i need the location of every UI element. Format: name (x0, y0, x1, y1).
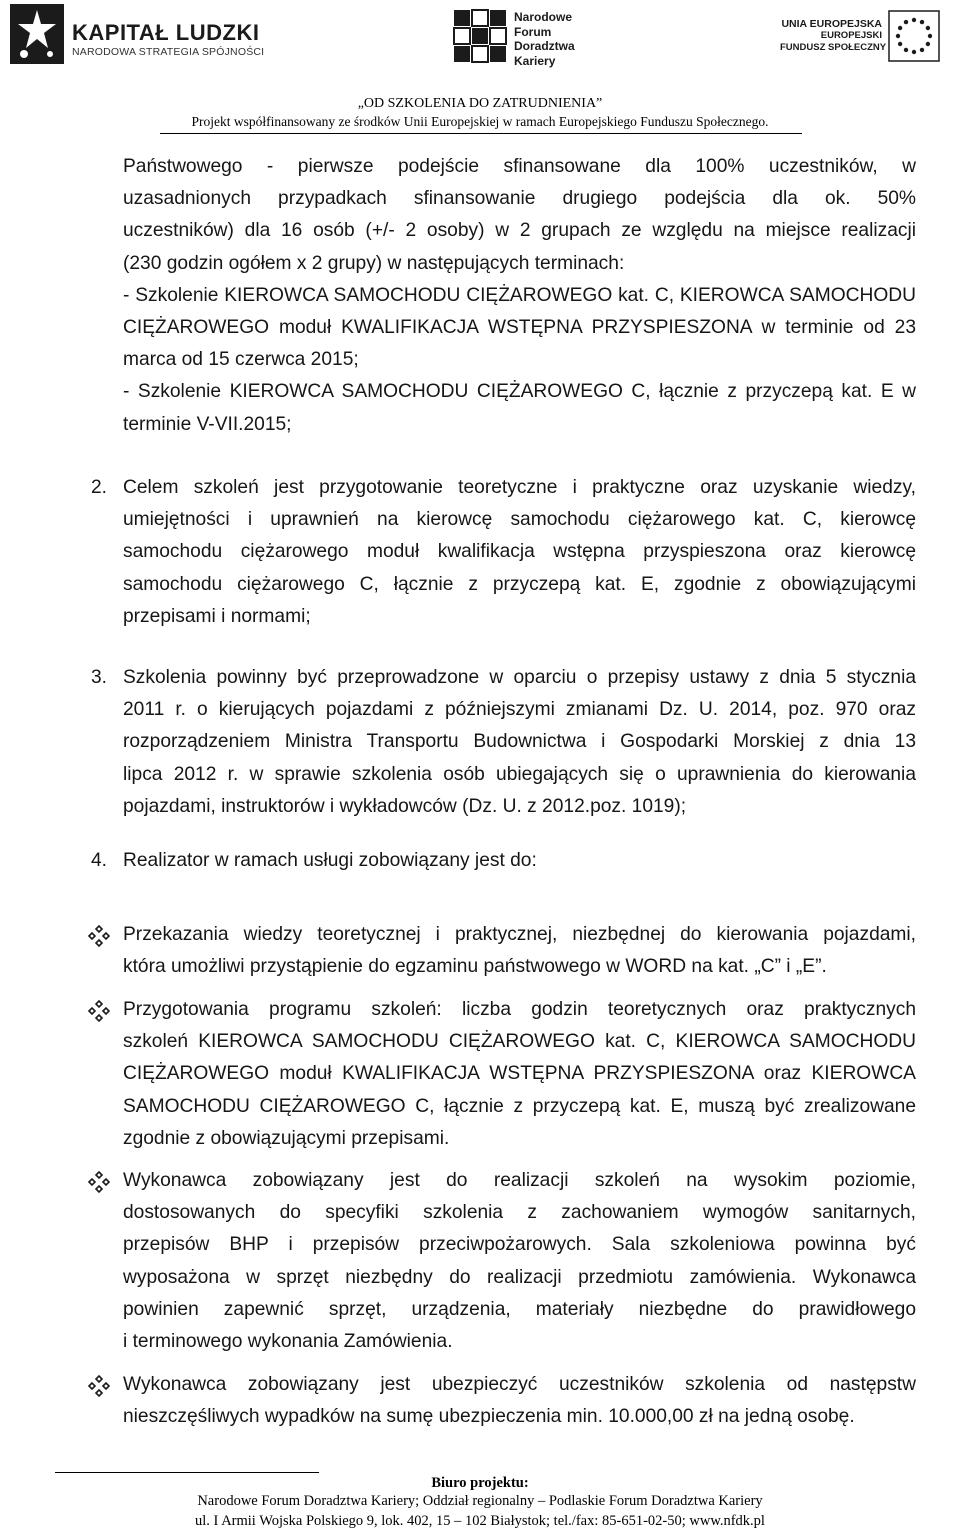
header-divider (160, 133, 802, 134)
nfdk-line: Doradztwa (514, 39, 575, 53)
text-line: - Szkolenie KIEROWCA SAMOCHODU CIĘŻAROWEGO C, łącznie z przyczepą kat. E w (123, 381, 916, 403)
text-line: terminie V-VII.2015; (123, 413, 292, 435)
text-line: Wykonawca zobowiązany jest ubezpieczyć uczestników szkolenia od następstw (123, 1374, 916, 1395)
text-line: Celem szkoleń jest przygotowanie teoretyczne i praktyczne oraz uzyskanie wiedzy, (123, 477, 916, 498)
text-line: CIĘŻAROWEGO moduł KWALIFIKACJA WSTĘPNA PRZYSPIESZONA w terminie od 23 (123, 317, 916, 339)
page-header (0, 0, 960, 140)
text-line: Realizator w ramach usługi zobowiązany jest do: (123, 850, 537, 871)
nfdk-logo-text (514, 10, 594, 68)
bullet-paragraph (123, 1165, 916, 1358)
kapital-ludzki-subtitle: NARODOWA STRATEGIA SPÓJNOŚCI (72, 46, 265, 58)
text-line: Wykonawca zobowiązany jest do realizacji szkoleń na wysokim poziomie, (123, 1170, 916, 1191)
eu-line: FUNDUSZ SPOŁECZNY (780, 42, 887, 53)
text-line: Państwowego - pierwsze podejście sfinansowane dla 100% uczestników, w (123, 156, 916, 177)
text-line: i terminowego wykonania Zamówienia. (123, 1331, 453, 1353)
text-line: wyposażona w sprzęt niezbędny do realizacji przedmiotu zamówienia. Wykonawca (123, 1266, 916, 1288)
bullet-paragraph (123, 1369, 916, 1433)
intro-paragraph (123, 151, 916, 441)
text-line: zgodnie z obowiązującymi przepisami. (123, 1127, 450, 1149)
text-line: rozporządzeniem Ministra Transportu Budownictwa i Gospodarki Morskiej z dnia 13 (123, 731, 916, 753)
text-line: przepisami i normami; (123, 605, 311, 627)
text-line: powinien zapewnić sprzęt, urządzenia, materiały niezbędne do prawidłowego (123, 1298, 916, 1320)
text-line: szkoleń KIEROWCA SAMOCHODU CIĘŻAROWEGO kat. C, KIEROWCA SAMOCHODU (123, 1031, 916, 1053)
item-number: 4. (91, 850, 108, 871)
nfdk-line: Narodowe (514, 10, 573, 24)
item-paragraph (123, 472, 916, 633)
project-subtitle: Projekt współfinansowany ze środków Unii Europejskiej w ramach Europejskiego Funduszu Społecznego. (191, 114, 769, 129)
text-line: umiejętności i uprawnień na kierowcę samochodu ciężarowego kat. C, kierowcę (123, 509, 916, 531)
text-line: CIĘŻAROWEGO moduł KWALIFIKACJA WSTĘPNA PRZYSPIESZONA oraz KIEROWCA (123, 1063, 916, 1085)
text-line: SAMOCHODU CIĘŻAROWEGO C, łącznie z przyczepą kat. E, muszą być zrealizowane (123, 1095, 916, 1117)
project-title: „OD SZKOLENIA DO ZATRUDNIENIA” (357, 96, 603, 111)
text-line: Szkolenia powinny być przeprowadzone w oparciu o przepisy ustawy z dnia 5 stycznia (123, 667, 916, 688)
kapital-ludzki-logo (10, 4, 265, 66)
footer-address: ul. I Armii Wojska Polskiego 9, lok. 402, 15 – 102 Białystok; tel./fax: 85-651-02-50; www.nfdk.pl (195, 1513, 765, 1529)
item-number: 2. (91, 477, 108, 498)
item-number: 3. (91, 667, 108, 688)
diamond-bullet-icon (88, 925, 110, 947)
text-line: samochodu ciężarowego C, łącznie z przyczepą kat. E, zgodnie z obowiązującymi (123, 573, 916, 595)
footer-organization: Narodowe Forum Doradztwa Kariery; Oddział regionalny – Podlaskie Forum Doradztwa Kariery (197, 1493, 763, 1509)
text-line: lipca 2012 r. w sprawie szkolenia osób ubiegających się o uprawnienia do kierowania (123, 763, 916, 785)
bullet-paragraph (123, 919, 916, 983)
text-line: dostosowanych do specyfiki szkolenia z zachowaniem wymogów sanitarnych, (123, 1202, 916, 1224)
text-line: nieszczęśliwych wypadków na sumę ubezpieczenia min. 10.000,00 zł na jedną osobę. (123, 1406, 855, 1428)
footer-heading: Biuro projektu: (431, 1475, 529, 1491)
footer-divider (55, 1472, 319, 1473)
text-line: uzasadnionych przypadkach sfinansowanie drugiego podejścia dla ok. 50% (123, 188, 916, 210)
item-paragraph (123, 845, 916, 877)
diamond-bullet-icon (88, 1171, 110, 1193)
text-line: przepisów BHP i przepisów przeciwpożarowych. Sala szkoleniowa powinna być (123, 1234, 916, 1256)
text-line: 2011 r. o kierujących pojazdami z późniejszymi zmianami Dz. U. 2014, poz. 970 oraz (123, 699, 916, 721)
eu-line: UNIA EUROPEJSKA (781, 18, 882, 30)
text-line: uczestników) dla 16 osób (+/- 2 osoby) w 2 grupach ze względu na miejsce realizacji (123, 220, 916, 242)
nfdk-line: Kariery (514, 53, 556, 68)
eu-line: EUROPEJSKI (820, 30, 882, 41)
text-line: Przekazania wiedzy teoretycznej i praktycznej, niezbędnej do kierowania pojazdami, (123, 924, 916, 945)
nfdk-line: Forum (514, 24, 552, 39)
diamond-bullet-icon (88, 1375, 110, 1397)
text-line: marca od 15 czerwca 2015; (123, 349, 359, 371)
kapital-ludzki-emblem-icon (10, 4, 64, 64)
nfdk-emblem-icon (452, 8, 510, 68)
text-line: - Szkolenie KIEROWCA SAMOCHODU CIĘŻAROWEGO kat. C, KIEROWCA SAMOCHODU (123, 284, 916, 306)
text-line: pojazdami, instruktorów i wykładowców (Dz. U. z 2012.poz. 1019); (123, 795, 687, 817)
nfdk-logo (452, 8, 592, 70)
eu-flag-icon (888, 10, 940, 62)
eu-logo-text (780, 18, 887, 54)
text-line: Przygotowania programu szkoleń: liczba godzin teoretycznych oraz praktycznych (123, 999, 916, 1020)
text-line: samochodu ciężarowego moduł kwalifikacja wstępna przyspieszona oraz kierowcę (123, 541, 916, 563)
diamond-bullet-icon (88, 1000, 110, 1022)
text-line: (230 godzin ogółem x 2 grupy) w następujących terminach: (123, 252, 625, 274)
kapital-ludzki-title: KAPITAŁ LUDZKI (72, 20, 260, 45)
item-paragraph (123, 662, 916, 823)
eu-logo (780, 10, 940, 62)
bullet-paragraph (123, 994, 916, 1155)
text-line: która umożliwi przystąpienie do egzaminu państwowego w WORD na kat. „C” i „E”. (123, 956, 827, 978)
